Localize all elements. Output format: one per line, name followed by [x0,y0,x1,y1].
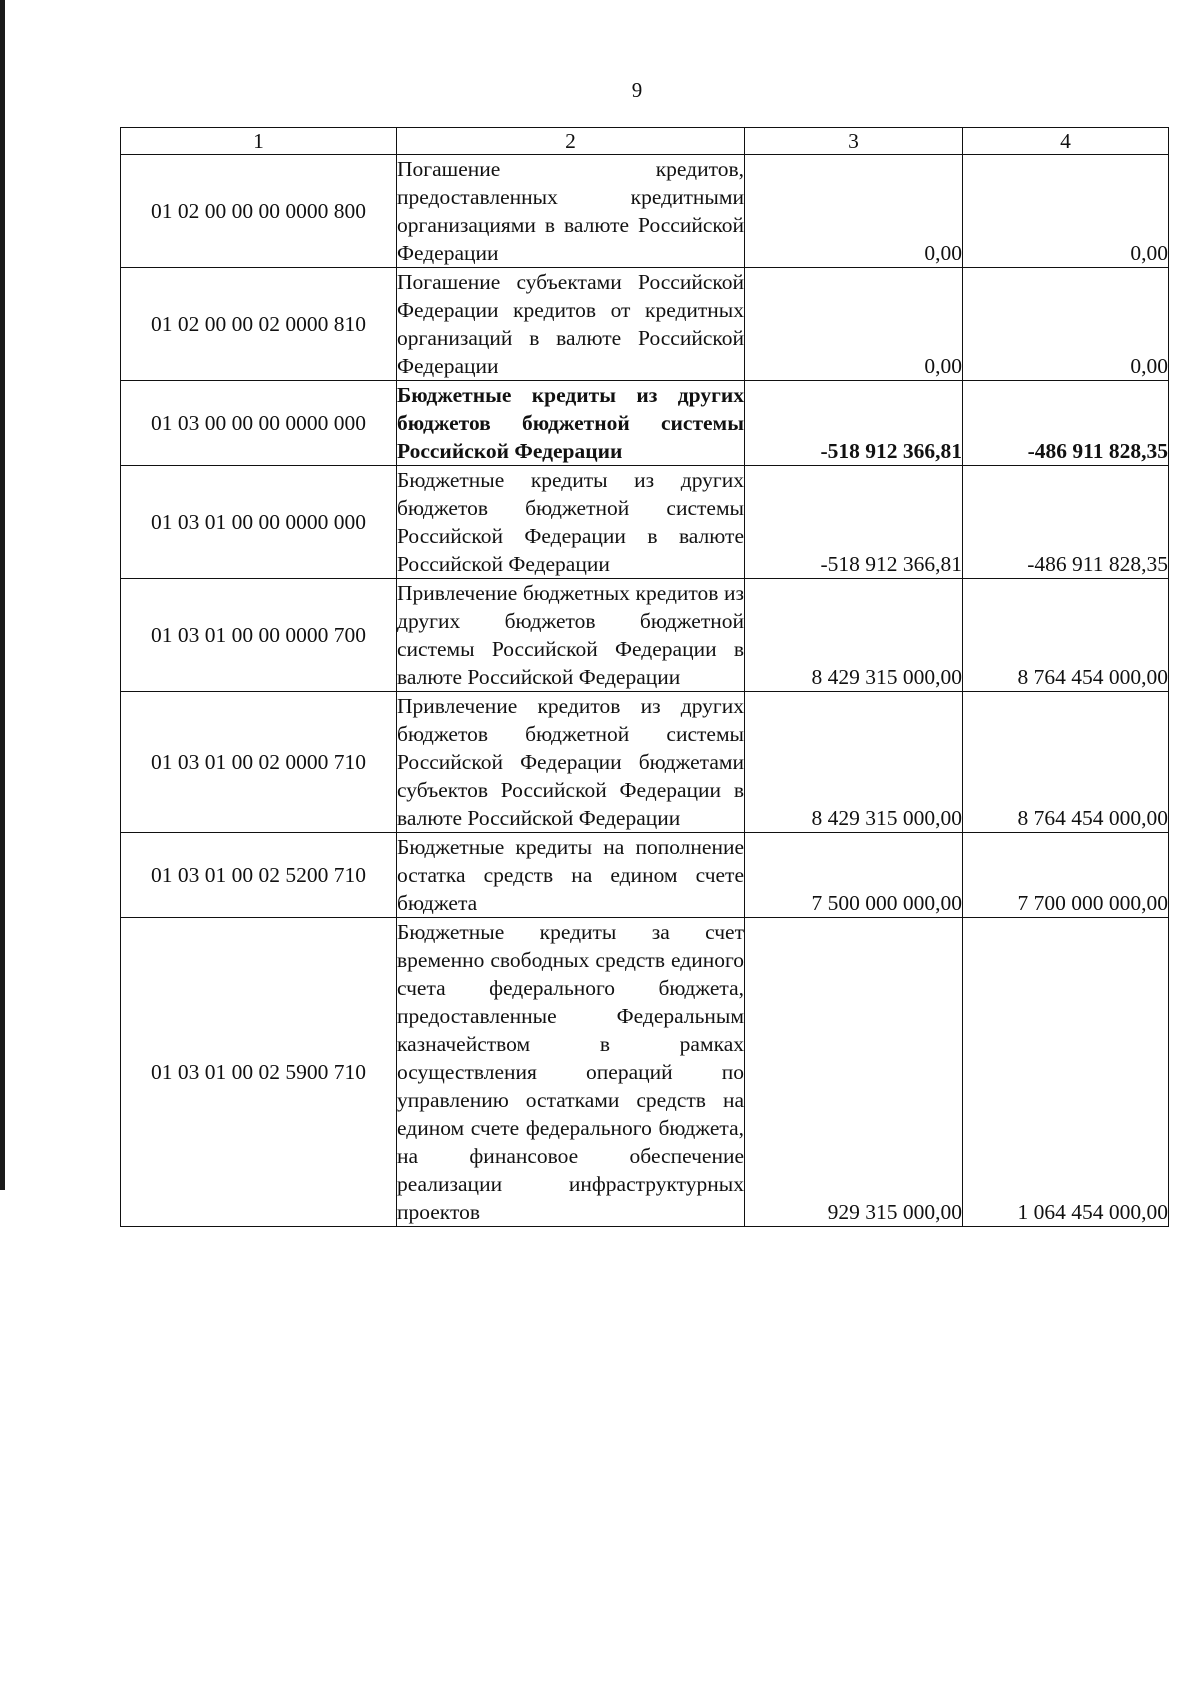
row-code: 01 03 01 00 00 0000 700 [121,579,397,692]
table-row [121,466,1169,579]
column-header-code: 1 [121,128,397,155]
table-row [121,268,1169,381]
row-value-year2: -486 911 828,35 [963,466,1169,579]
row-name: Бюджетные кредиты за счет временно свободных средств единого счета федерального бюджета, предоставленные Федеральным казначейством в рамках осуществления операций по управлению остатками средств на едином счете федерального бюджета, на финансовое обеспечение реализации инфраструктурных проектов [397,918,745,1227]
scan-edge [0,0,5,1190]
row-name: Бюджетные кредиты на пополнение остатка средств на едином счете бюджета [397,833,745,918]
page-number: 9 [631,78,643,102]
row-value-year1: 0,00 [745,155,963,268]
table-row [121,918,1169,1227]
row-value-year1: 929 315 000,00 [745,918,963,1227]
table-row-total [121,381,1169,466]
row-value-year1: 8 429 315 000,00 [745,579,963,692]
row-value-year2: 0,00 [963,268,1169,381]
column-header-year1: 3 [745,128,963,155]
row-value-year2: 7 700 000 000,00 [963,833,1169,918]
row-value-year1: -518 912 366,81 [745,381,963,466]
table-row [121,692,1169,833]
column-header-name: 2 [397,128,745,155]
row-code: 01 03 00 00 00 0000 000 [121,381,397,466]
row-name: Бюджетные кредиты из других бюджетов бюджетной системы Российской Федерации [397,381,745,466]
row-value-year2: -486 911 828,35 [963,381,1169,466]
row-name: Бюджетные кредиты из других бюджетов бюджетной системы Российской Федерации в валюте Российской Федерации [397,466,745,579]
table-row [121,579,1169,692]
row-name: Погашение кредитов, предоставленных кредитными организациями в валюте Российской Федерации [397,155,745,268]
row-code: 01 02 00 00 02 0000 810 [121,268,397,381]
budget-sources-table [120,127,1169,1227]
row-value-year2: 8 764 454 000,00 [963,579,1169,692]
row-code: 01 03 01 00 02 5900 710 [121,918,397,1227]
row-code: 01 03 01 00 02 0000 710 [121,692,397,833]
row-name: Привлечение кредитов из других бюджетов бюджетной системы Российской Федерации бюджетами субъектов Российской Федерации в валюте Российской Федерации [397,692,745,833]
row-code: 01 03 01 00 00 0000 000 [121,466,397,579]
row-value-year1: 7 500 000 000,00 [745,833,963,918]
row-code: 01 03 01 00 02 5200 710 [121,833,397,918]
row-code: 01 02 00 00 00 0000 800 [121,155,397,268]
column-header-year2: 4 [963,128,1169,155]
row-value-year2: 0,00 [963,155,1169,268]
row-value-year2: 1 064 454 000,00 [963,918,1169,1227]
row-value-year1: -518 912 366,81 [745,466,963,579]
row-value-year1: 0,00 [745,268,963,381]
row-name: Привлечение бюджетных кредитов из других бюджетов бюджетной системы Российской Федерации в валюте Российской Федерации [397,579,745,692]
row-value-year2: 8 764 454 000,00 [963,692,1169,833]
table-row [121,155,1169,268]
table-row [121,833,1169,918]
header-row [121,128,1169,155]
row-name: Погашение субъектами Российской Федерации кредитов от кредитных организаций в валюте Российской Федерации [397,268,745,381]
row-value-year1: 8 429 315 000,00 [745,692,963,833]
